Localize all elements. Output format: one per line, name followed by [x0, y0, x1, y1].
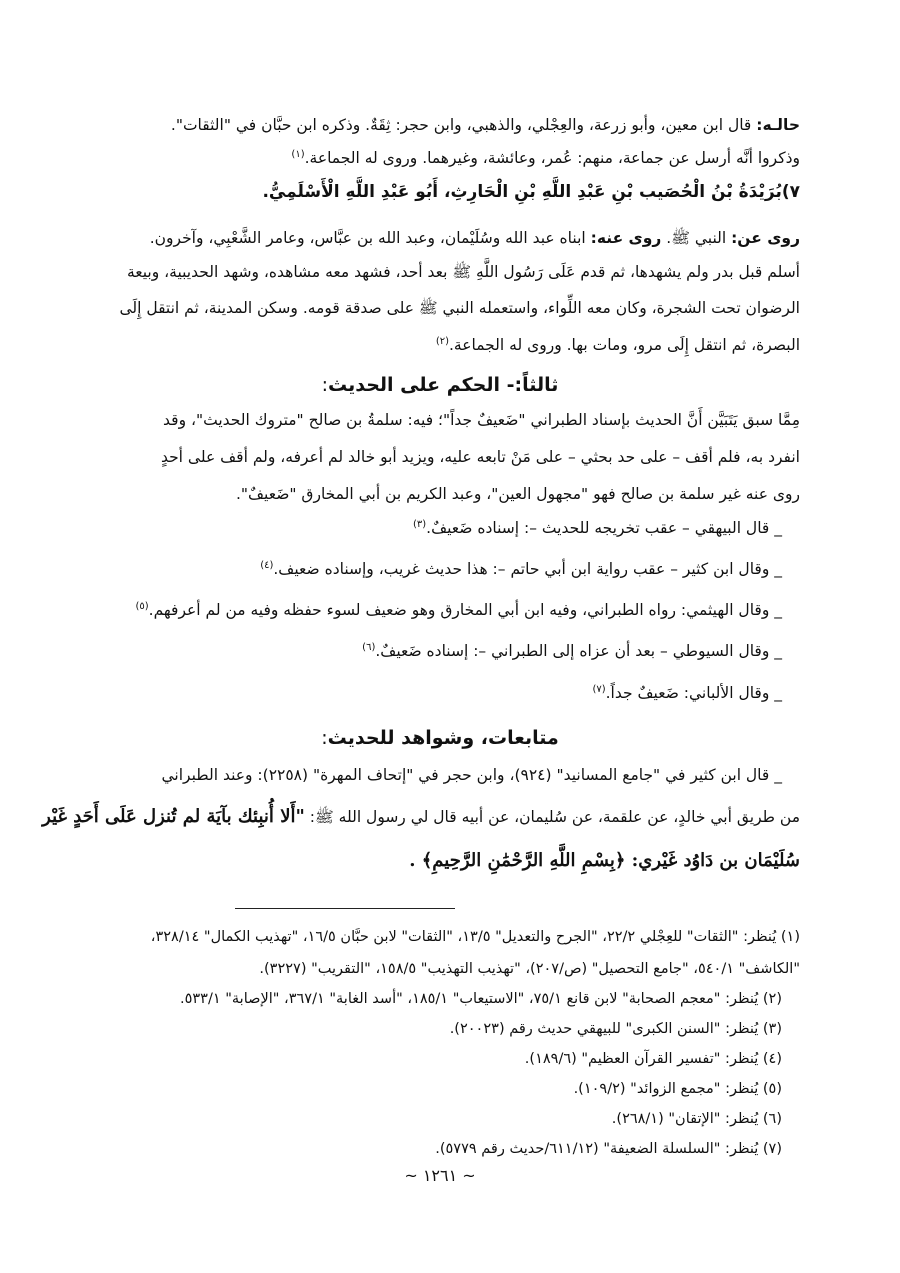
hadith-quote: سُلَيْمَان بن دَاوُد غَيْري: ﴿بِسْمِ اللَّهِ الرَّحْمَٰنِ الرَّحِيمِ﴾ .: [409, 850, 800, 871]
footnote-4: (٤) يُنظر: "تفسير القرآن العظيم" (١٨٩/٦).: [524, 1051, 782, 1067]
narration-line: [80, 149, 800, 168]
biography-line-1: أسلم قبل بدر ولم يشهدها، ثم قدم عَلَى رَسُول اللَّهِ ﷺ بعد أحد، فشهد معه مشاهده، وشهد الحديبية، وبيعة: [126, 263, 800, 281]
narrated-from-line: [80, 229, 800, 248]
quote-text: _ وقال السيوطي – بعد أن عزاه إلى الطبراني –: إسناده ضَعيفٌ.: [375, 642, 782, 661]
biography-line-3: [80, 336, 800, 355]
biography-text: البصرة، ثم انتقل إِلَى مرو، ومات بها. وروى له الجماعة.: [449, 336, 800, 355]
footnote-ref: (٣): [412, 519, 427, 530]
ruling-line-1: مِمَّا سبق يَتَبَيَّن أَنَّ الحديث بإسناد الطبراني "ضَعيفٌ جداً"؛ فيه: سلمةُ بن صالح "متروك الحديث"، وقد: [163, 411, 800, 429]
narrated-from-label: روى عن:: [731, 229, 800, 247]
corroboration-text: من طريق أبي خالدٍ، عن علقمة، عن سُليمان، عن أبيه قال لي رسول الله ﷺ:: [309, 808, 800, 826]
quote-text: _ قال البيهقي – عقب تخريجه للحديث –: إسناده ضَعيفٌ.: [426, 519, 782, 538]
footnote-ref: (١): [291, 149, 305, 160]
status-label: حالـه:: [756, 116, 800, 134]
footnote-ref: (٢): [435, 336, 449, 347]
footnote-6: (٦) يُنظر: "الإتقان" (٢٦٨/١).: [611, 1111, 782, 1127]
narrated-from-text: النبي ﷺ.: [666, 229, 727, 247]
footnote-separator: [235, 908, 455, 909]
corroboration-line-3: [80, 850, 800, 872]
narration-text: وذكروا أنَّه أرسل عن جماعة، منهم: عُمر، وعائشة، وغيرهما. وروى له الجماعة.: [304, 149, 800, 168]
section-heading-colon: :: [321, 374, 328, 396]
page-number: ~ ١٢٦١ ~: [404, 1166, 476, 1185]
quote-ibn-kathir: [80, 560, 782, 579]
quote-bayhaqi: [80, 519, 782, 538]
footnote-7: (٧) يُنظر: "السلسلة الضعيفة" (٦١١/١٢/حديث رقم ٥٧٧٩).: [435, 1141, 782, 1157]
footnote-ref: (٧): [592, 684, 606, 695]
section-heading-corroborations: [80, 727, 800, 749]
quote-haythami: [80, 601, 782, 620]
quote-albani: [80, 684, 782, 703]
footnote-ref: (٤): [260, 560, 274, 571]
footnote-1b: "الكاشف" ٥٤٠/١، "جامع التحصيل" (ص/٢٠٧)، "تهذيب التهذيب" ١٥٨/٥، "التقريب" (٣٢٢٧).: [259, 961, 800, 977]
section-heading-ruling: [80, 374, 800, 396]
corroboration-line-2: [42, 806, 800, 828]
footnote-2: (٢) يُنظر: "معجم الصحابة" لابن قانع ٧٥/١، "الاستيعاب" ١٨٥/١، "أسد الغابة" ٣٦٧/١، "الإصابة" ٥٣٣/١.: [179, 991, 782, 1007]
status-line: [80, 116, 800, 135]
section-heading-text: ثالثاً:- الحكم على الحديث: [327, 374, 559, 396]
ruling-line-3: روى عنه غير سلمة بن صالح فهو "مجهول العين"، وعبد الكريم بن أبي المخارق "ضَعيفٌ".: [235, 485, 800, 503]
quote-suyuti: [80, 642, 782, 661]
corroboration-line-1: _ قال ابن كثير في "جامع المسانيد" (٩٢٤)، وابن حجر في "إتحاف المهرة" (٢٢٥٨): وعند الطبراني: [161, 766, 782, 784]
hadith-quote: "أَلا أُنبِئك بآيَة لم تُنزل عَلَى أَحَدٍ غَيْر: [42, 806, 305, 827]
biography-line-2: الرضوان تحت الشجرة، وكان معه اللِّواء، واستعمله النبي ﷺ على صدقة قومه. وسكن المدينة، ثم انتقل إِلَى: [119, 299, 800, 317]
footnote-ref: (٦): [362, 642, 376, 653]
narrated-by-text: ابناه عبد الله وسُلَيْمان، وعبد الله بن عبَّاس، وعامر الشَّعْبِي، وآخرون.: [149, 229, 586, 247]
document-page: [42, 0, 800, 1273]
quote-text: _ وقال الهيثمي: رواه الطبراني، وفيه ابن أبي المخارق وهو ضعيف لسوء حفظه وفيه من لم أعرفهم.: [148, 601, 782, 620]
footnote-5: (٥) يُنظر: "مجمع الزوائد" (١٠٩/٢).: [573, 1081, 782, 1097]
footnote-ref: (٥): [135, 601, 149, 612]
section-heading-colon: :: [321, 727, 328, 749]
footnote-3: (٣) يُنظر: "السنن الكبرى" للبيهقي حديث رقم (٢٠٠٢٣).: [449, 1021, 782, 1037]
status-text: قال ابن معين، وأبو زرعة، والعِجْلي، والذهبي، وابن حجر: ثِقَةٌ. وذكره ابن حبَّان في "الثقات".: [170, 116, 752, 134]
section-heading-text: متابعات، وشواهد للحديث: [327, 727, 559, 749]
footnote-1a: (١) يُنظر: "الثقات" للعِجْلي ٢٢/٢، "الجرح والتعديل" ١٣/٥، "الثقات" لابن حبَّان ١٦/٥، "تهذيب الكمال" ٣٢٨/١٤،: [150, 929, 800, 945]
quote-text: _ وقال الألباني: ضَعيفٌ جداً.: [605, 684, 782, 703]
quote-text: _ وقال ابن كثير – عقب رواية ابن أبي حاتم –: هذا حديث غريب، وإسناده ضعيف.: [273, 560, 782, 579]
narrated-by-label: روى عنه:: [590, 229, 662, 247]
ruling-line-2: انفرد به، فلم أقف – على حد بحثي – على مَنْ تابعه عليه، ويزيد أبو خالد لم أعرفه، ولم أقف على أحدٍ: [160, 448, 800, 466]
narrator-heading: ٧)بُرَيْدَةُ بْنُ الْحُصَيب بْنِ عَبْدِ اللَّهِ بْنِ الْحَارِثِ، أَبُو عَبْدِ اللَّهِ الْأَسْلَمِيُّ.: [262, 182, 800, 202]
